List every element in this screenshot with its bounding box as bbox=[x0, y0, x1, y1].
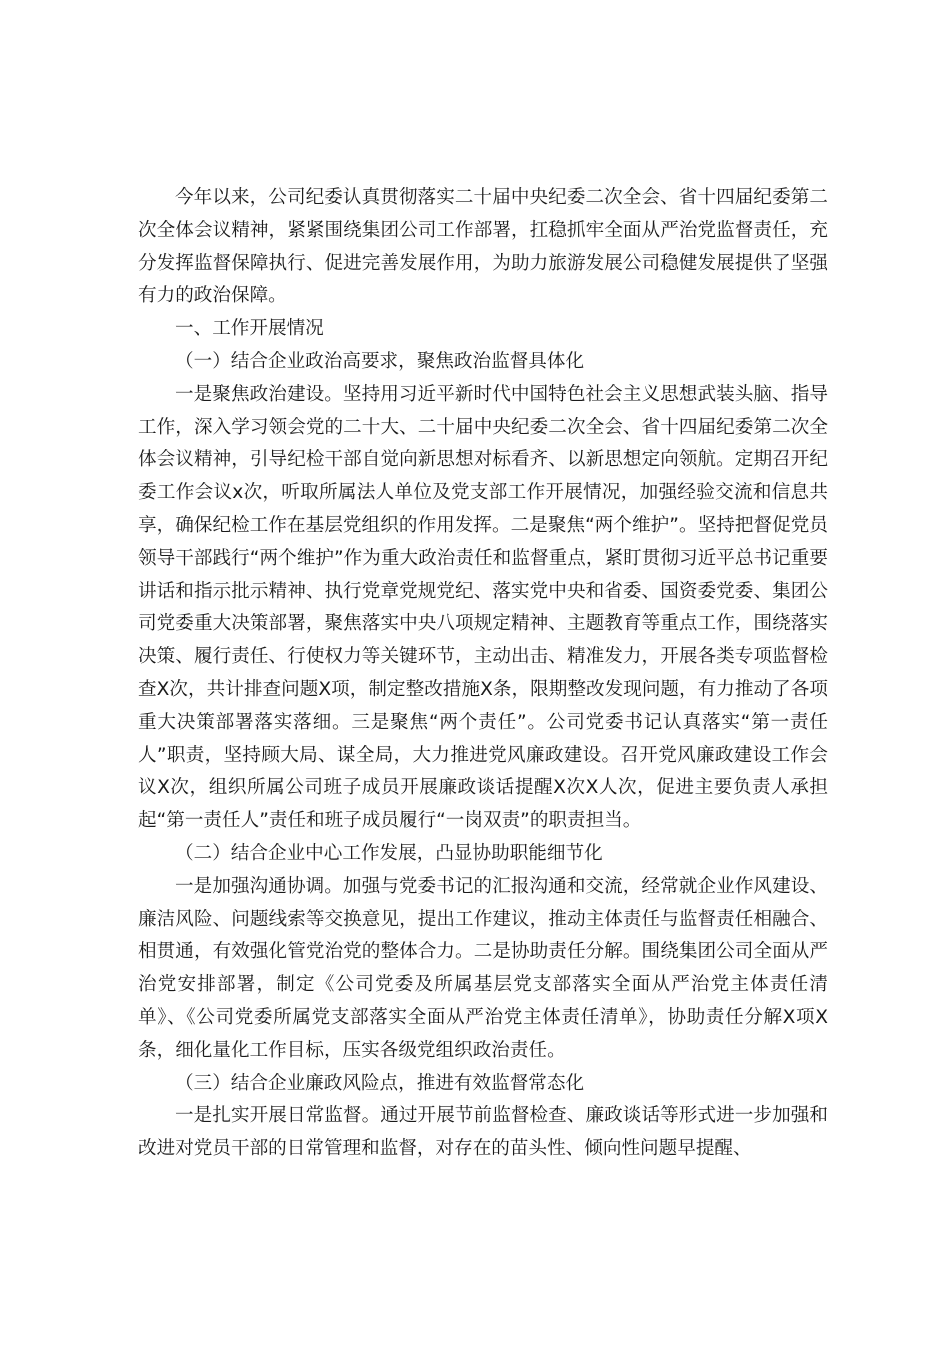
section-heading-work-progress: 一、工作开展情况 bbox=[175, 318, 324, 340]
intro-paragraph: 今年以来，公司纪委认真贯彻落实二十届中央纪委二次全会、省十四届纪委第二次全体会议精神，紧紧围绕集团公司工作部署，扛稳抓牢全面从严治党监督责任，充分发挥监督保障执行、促进完善发展作用，为助力旅游发展公司稳健发展提供了坚强有力的政治保障。 bbox=[138, 187, 828, 307]
document-body bbox=[138, 182, 828, 1166]
subheading-political-supervision: （一）结合企业政治高要求，聚焦政治监督具体化 bbox=[175, 350, 585, 372]
subheading-routine-supervision: （三）结合企业廉政风险点，推进有效监督常态化 bbox=[175, 1072, 585, 1094]
subheading-assist-functions: （二）结合企业中心工作发展，凸显协助职能细节化 bbox=[175, 842, 603, 864]
paragraph-routine-supervision: 一是扎实开展日常监督。通过开展节前监督检查、廉政谈话等形式进一步加强和改进对党员干部的日常管理和监督，对存在的苗头性、倾向性问题早提醒、 bbox=[138, 1105, 828, 1160]
paragraph-political-supervision: 一是聚焦政治建设。坚持用习近平新时代中国特色社会主义思想武装头脑、指导工作，深入学习领会党的二十大、二十届中央纪委二次全会、省十四届纪委第二次全体会议精神，引导纪检干部自觉向新思想对标看齐、以新思想定向领航。定期召开纪委工作会议x次，听取所属法人单位及党支部工作开展情况，加强经验交流和信息共享，确保纪检工作在基层党组织的作用发挥。二是聚焦“两个维护”。坚持把督促党员领导干部践行“两个维护”作为重大政治责任和监督重点，紧盯贯彻习近平总书记重要讲话和指示批示精神、执行党章党规党纪、落实党中央和省委、国资委党委、集团公司党委重大决策部署，聚焦落实中央八项规定精神、主题教育等重点工作，围绕落实决策、履行责任、行使权力等关键环节，主动出击、精准发力，开展各类专项监督检查X次，共计排查问题X项，制定整改措施X条，限期整改发现问题，有力推动了各项重大决策部署落实落细。三是聚焦“两个责任”。公司党委书记认真落实“第一责任人”职责，坚持顾大局、谋全局，大力推进党风廉政建设。召开党风廉政建设工作会议X次，组织所属公司班子成员开展廉政谈话提醒X次X人次，促进主要负责人承担起“第一责任人”责任和班子成员履行“一岗双责”的职责担当。 bbox=[138, 383, 828, 832]
paragraph-assist-functions: 一是加强沟通协调。加强与党委书记的汇报沟通和交流，经常就企业作风建设、廉洁风险、问题线索等交换意见，提出工作建议，推动主体责任与监督责任相融合、相贯通，有效强化管党治党的整体合力。二是协助责任分解。围绕集团公司全面从严治党安排部署，制定《公司党委及所属基层党支部落实全面从严治党主体责任清单》、《公司党委所属党支部落实全面从严治党主体责任清单》，协助责任分解X项X条，细化量化工作目标，压实各级党组织政治责任。 bbox=[138, 875, 828, 1061]
